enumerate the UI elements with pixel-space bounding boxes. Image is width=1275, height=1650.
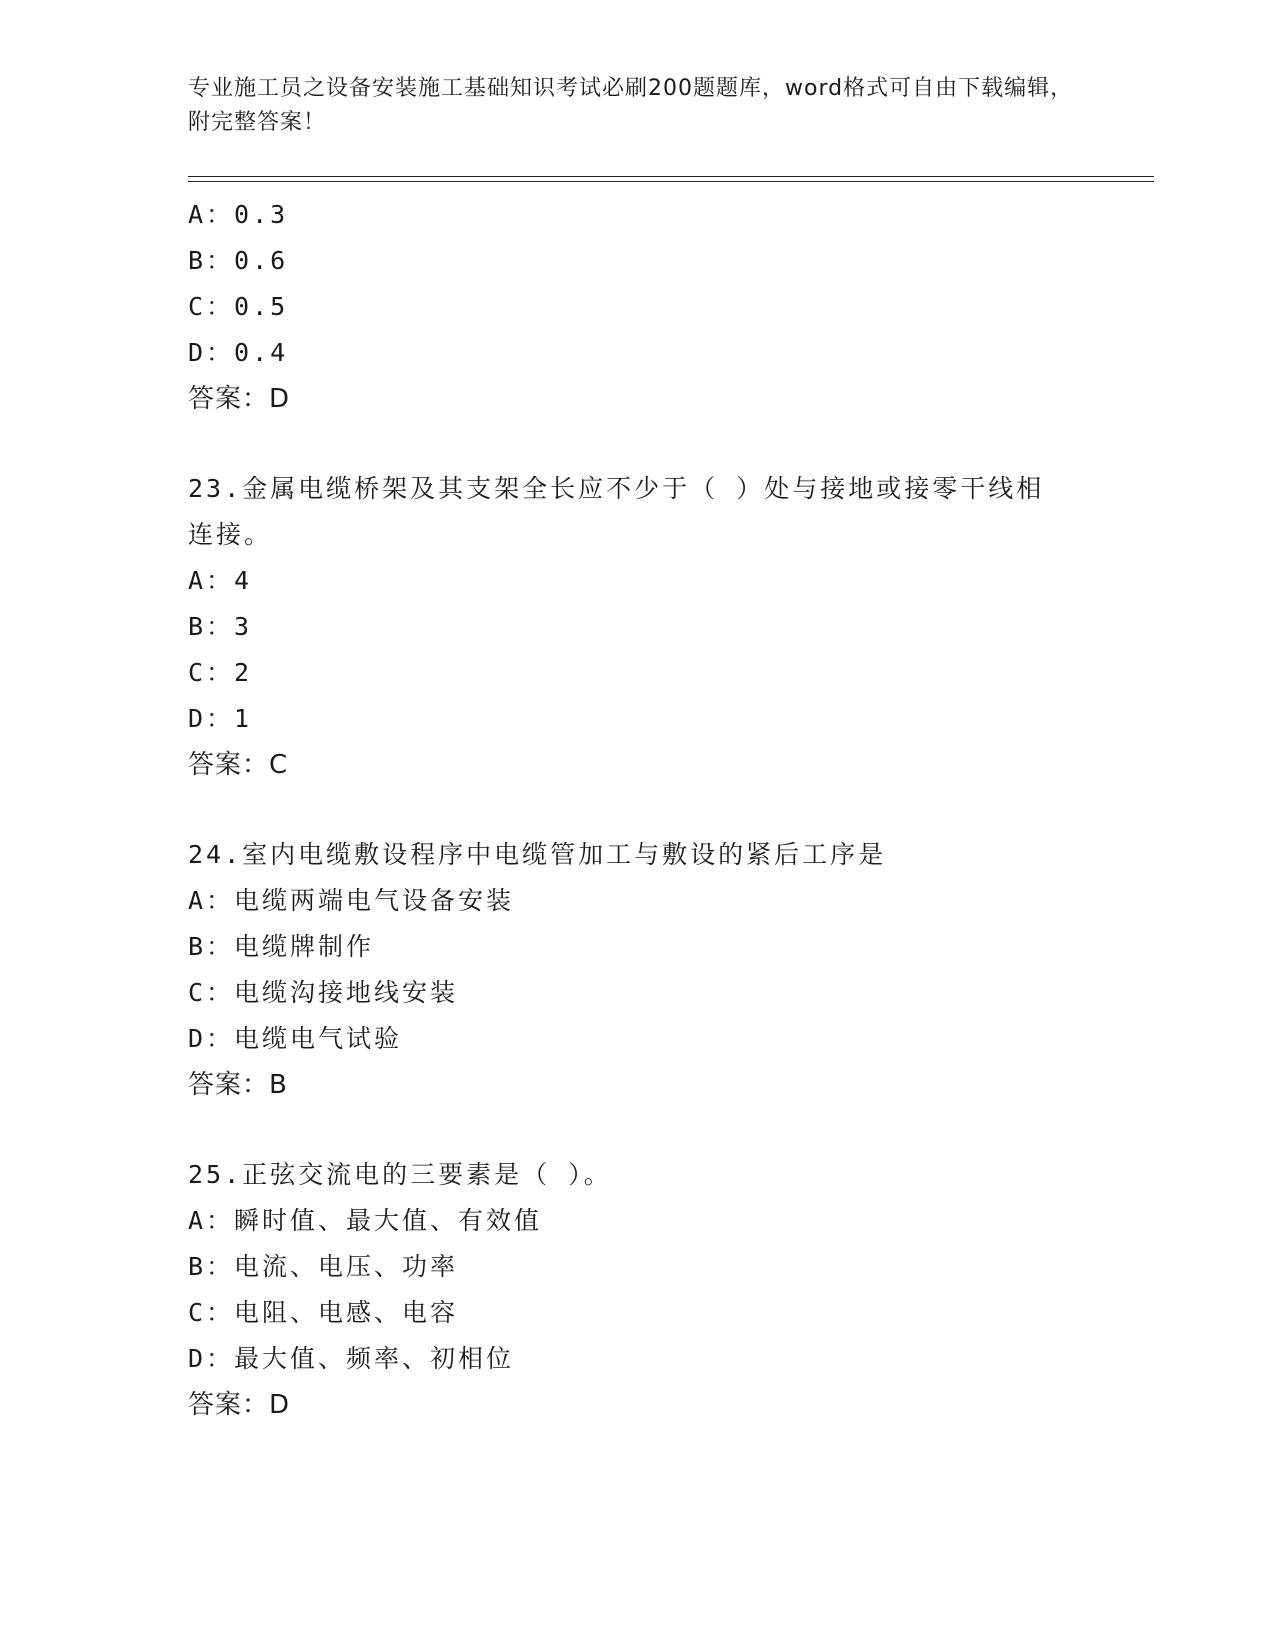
question-block-25 bbox=[188, 1152, 1088, 1428]
option-c: C：电阻、电感、电容 bbox=[188, 1298, 459, 1327]
question-text: 23.金属电缆桥架及其支架全长应不少于（ ）处与接地或接零干线相连接。 bbox=[188, 474, 1045, 549]
option-b: B：3 bbox=[188, 612, 253, 641]
document-header: 专业施工员之设备安装施工基础知识考试必刷200题题库，word格式可自由下载编辑，附完整答案！ bbox=[188, 76, 1074, 135]
option-b: B：0.6 bbox=[188, 246, 289, 275]
question-block-prev bbox=[188, 192, 1088, 422]
option-b: B：电流、电压、功率 bbox=[188, 1252, 459, 1281]
question-block-23 bbox=[188, 466, 1088, 788]
answer-line: 答案：B bbox=[188, 1070, 288, 1100]
option-b: B：电缆牌制作 bbox=[188, 932, 375, 961]
option-d: D：0.4 bbox=[188, 338, 289, 367]
option-d: D：最大值、频率、初相位 bbox=[188, 1344, 515, 1373]
answer-line: 答案：D bbox=[188, 384, 291, 414]
option-a: A：4 bbox=[188, 566, 253, 595]
question-text: 24.室内电缆敷设程序中电缆管加工与敷设的紧后工序是 bbox=[188, 840, 887, 869]
header-rule-top bbox=[188, 176, 1154, 177]
option-a: A：电缆两端电气设备安装 bbox=[188, 886, 515, 915]
option-d: D：电缆电气试验 bbox=[188, 1024, 403, 1053]
option-c: C：0.5 bbox=[188, 292, 289, 321]
question-text: 25.正弦交流电的三要素是（ ）。 bbox=[188, 1160, 612, 1189]
answer-line: 答案：C bbox=[188, 750, 289, 780]
question-block-24 bbox=[188, 832, 1088, 1108]
option-c: C：电缆沟接地线安装 bbox=[188, 978, 459, 1007]
question-list bbox=[188, 192, 1088, 1428]
option-a: A：0.3 bbox=[188, 200, 289, 229]
header-rule-bottom bbox=[188, 181, 1154, 182]
answer-line: 答案：D bbox=[188, 1390, 291, 1420]
option-a: A：瞬时值、最大值、有效值 bbox=[188, 1206, 543, 1235]
option-d: D：1 bbox=[188, 704, 253, 733]
option-c: C：2 bbox=[188, 658, 253, 687]
